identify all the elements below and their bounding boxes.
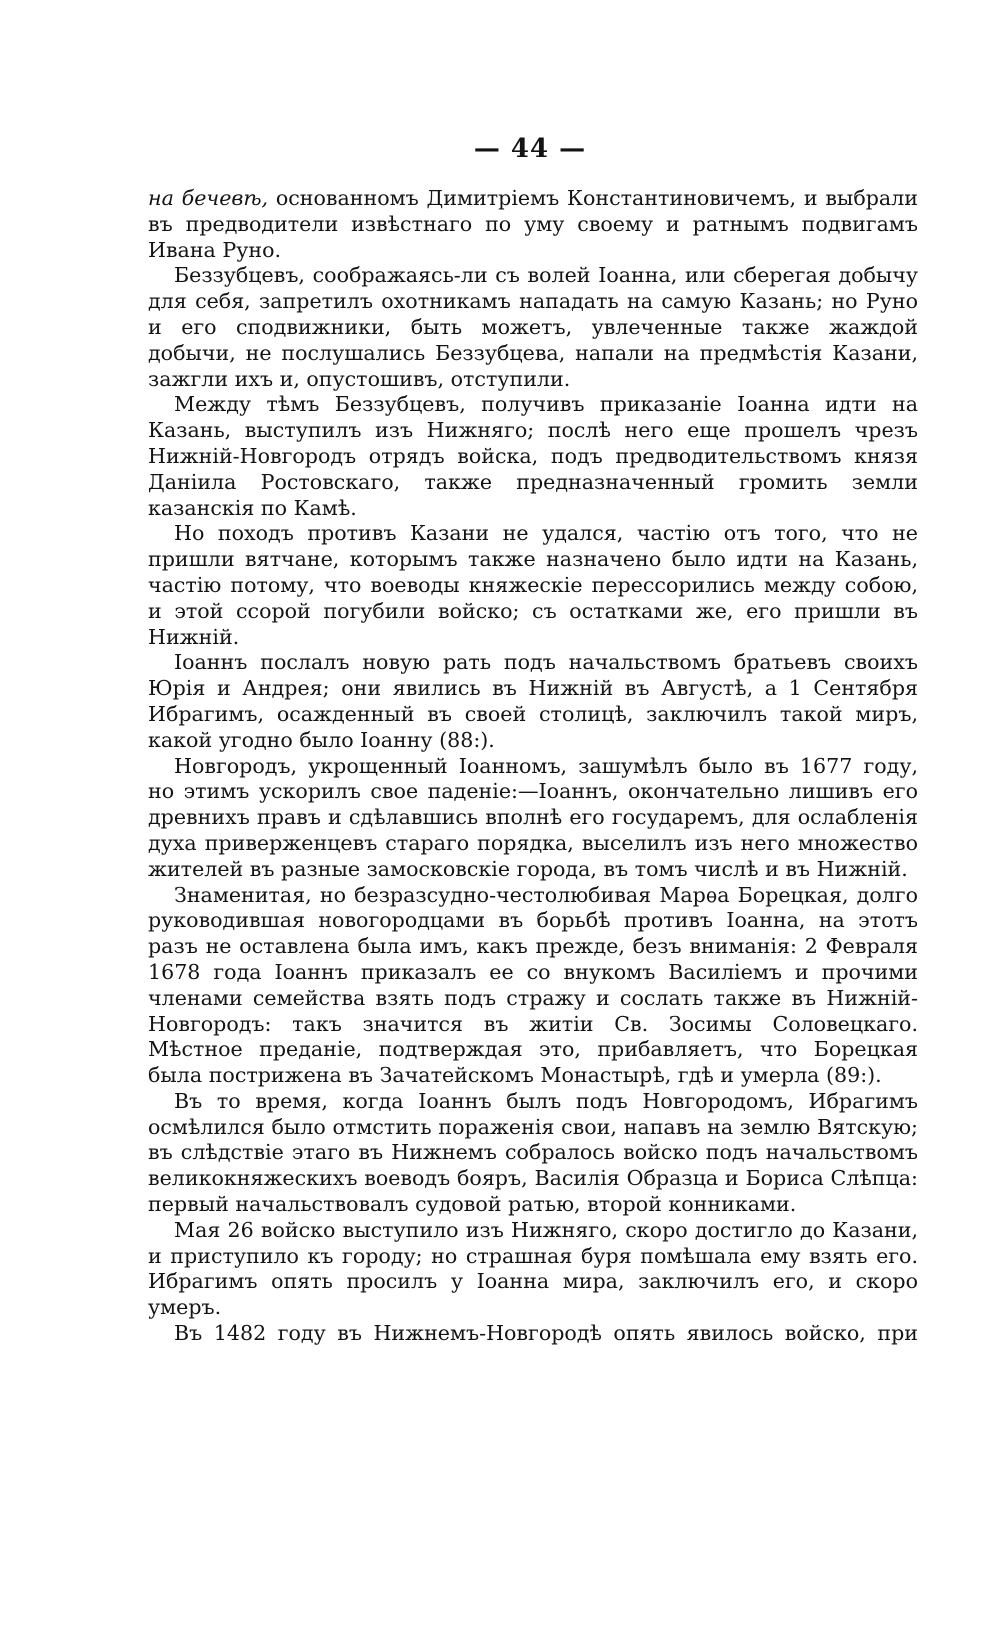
paragraph-3: Между тѣмъ Беззубцевъ, получивъ приказаніе Іоанна идти на Казань, выступилъ изъ Нижняго; послѣ него еще прошелъ чрезъ Нижній-Новгородъ отрядъ войска, подъ предводительствомъ князя Даніила Ростовскаго, также предназначенный громить земли казанскія по Камѣ. [148, 392, 918, 520]
page-body-text [148, 186, 918, 1347]
paragraph-4: Но походъ противъ Казани не удался, частію отъ того, что не пришли вятчане, которымъ также назначено было идти на Казань, частію потому, что воеводы княжескіе перессорились между собою, и этой ссорой погубили войско; съ остатками же, его пришли въ Нижній. [148, 521, 918, 649]
paragraph-2: Беззубцевъ, соображаясь-ли съ волей Іоанна, или сберегая добычу для себя, запретилъ охотникамъ нападать на самую Казань; но Руно и его сподвижники, быть можетъ, увлеченные также жаждой добычи, не послушались Беззубцева, напали на предмѣстія Казани, зажгли ихъ и, опустошивъ, отступили. [148, 263, 918, 391]
page-number: — 44 — [473, 134, 587, 164]
paragraph-1 [148, 186, 918, 263]
italic-phrase: на бечевѣ, [148, 186, 269, 210]
paragraph-7: Знаменитая, но безразсудно-честолюбивая Марѳа Борецкая, долго руководившая новогородцами въ борьбѣ противъ Іоанна, на этотъ разъ не оставлена была имъ, какъ прежде, безъ вниманія: 2 Февраля 1678 года Іоаннъ приказалъ ее со внукомъ Василіемъ и прочими членами семейства взять подъ стражу и сослать также въ Нижній-Новгородъ: такъ значится въ житіи Св. Зосимы Соловецкаго. Мѣстное преданіе, подтверждая это, прибавляетъ, что Борецкая была пострижена въ Зачатейскомъ Монастырѣ, гдѣ и умерла (89:). [148, 882, 918, 1088]
paragraph-text: основанномъ Димитріемъ Константиновичемъ, и выбрали въ предводители извѣстнаго по уму своему и ратнымъ подвигамъ Ивана Руно. [148, 186, 918, 262]
paragraph-5: Іоаннъ послалъ новую рать подъ начальствомъ братьевъ своихъ Юрія и Андрея; они явились въ Нижній въ Августѣ, а 1 Сентября Ибрагимъ, осажденный въ своей столицѣ, заключилъ такой миръ, какой угодно было Іоанну (88:). [148, 650, 918, 752]
paragraph-8: Въ то время, когда Іоаннъ былъ подъ Новгородомъ, Ибрагимъ осмѣлился было отмстить пораженія свои, напавъ на землю Вятскую; въ слѣдствіе этаго въ Нижнемъ собралось войско подъ начальствомъ великокняжескихъ воеводъ бояръ, Василія Образца и Бориса Слѣпца: первый начальствовалъ судовой ратью, второй конниками. [148, 1088, 918, 1217]
paragraph-10: Въ 1482 году въ Нижнемъ-Новгородѣ опять явилось войско, при [174, 1321, 918, 1346]
paragraph-9: Мая 26 войско выступило изъ Нижняго, скоро достигло до Казани, и приступило къ городу; но страшная буря помѣшала ему взять его. Ибрагимъ опять просилъ у Іоанна мира, заключилъ его, и скоро умеръ. [148, 1217, 918, 1320]
paragraph-6: Новгородъ, укрощенный Іоанномъ, зашумѣлъ было въ 1677 году, но этимъ ускорилъ свое паденіе:—Іоаннъ, окончательно лишивъ его древнихъ правъ и сдѣлавшись вполнѣ его государемъ, для ослабленія духа приверженцевъ стараго порядка, выселилъ изъ него множество жителей въ разные замосковскіе города, въ томъ числѣ и въ Нижній. [148, 753, 918, 881]
